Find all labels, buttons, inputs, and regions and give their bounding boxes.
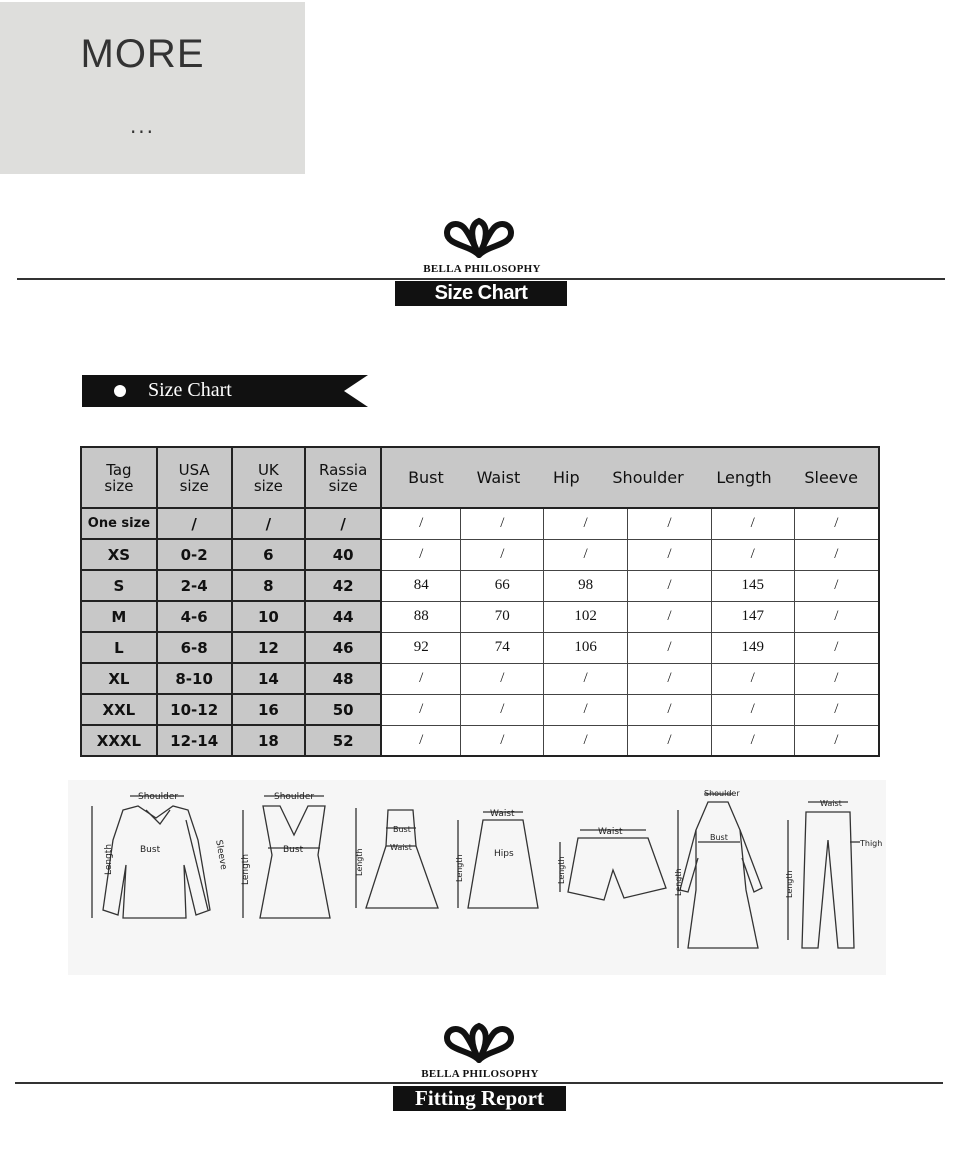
cell-tag-size: XXL [81,694,157,725]
cell-hip: / [544,539,628,570]
table-row [81,632,879,663]
cell-hip: / [544,508,628,539]
cell-bust: / [381,508,461,539]
cell-uk-size: 8 [232,570,306,601]
pants-length-label: Length [785,870,794,898]
cell-waist: / [461,663,544,694]
header-waist: Waist [476,468,521,487]
cell-waist: / [461,694,544,725]
more-dots: ... [129,114,156,138]
cell-usa-size: 12-14 [157,725,232,756]
divider-line [17,278,945,280]
measurement-illustrations [68,780,886,975]
cell-tag-size: XS [81,539,157,570]
cell-sleeve: / [794,508,879,539]
cell-bust: / [381,539,461,570]
cell-usa-size: 8-10 [157,663,232,694]
cell-sleeve: / [794,570,879,601]
cell-length: / [711,663,794,694]
pants-diagram [785,799,882,948]
cell-uk-size: 6 [232,539,306,570]
brand-logo-icon [441,215,517,263]
header-length: Length [716,468,772,487]
cell-waist: / [461,539,544,570]
cell-usa-size: 6-8 [157,632,232,663]
cell-russia-size: 44 [305,601,381,632]
table-row [81,601,879,632]
vest-length-label: Length [241,853,251,885]
cell-shoulder: / [628,570,712,601]
header-sleeve: Sleeve [804,468,858,487]
table-header-row [81,447,879,508]
cell-uk-size: 10 [232,601,306,632]
cell-length: 147 [711,601,794,632]
cell-bust: 84 [381,570,461,601]
cell-uk-size: / [232,508,306,539]
divider-line-bottom [15,1082,943,1084]
header-usa-size: USA size [157,447,232,508]
cell-tag-size: L [81,632,157,663]
coat-bust-label: Bust [710,833,728,842]
cell-hip: / [544,694,628,725]
brand-name-bottom: BELLA PHILOSOPHY [421,1068,539,1080]
coat-diagram [674,789,762,948]
cell-length: / [711,539,794,570]
shorts-diagram [557,827,666,900]
cell-uk-size: 14 [232,663,306,694]
cell-shoulder: / [628,725,712,756]
cell-usa-size: 4-6 [157,601,232,632]
vest-bust-label: Bust [283,845,304,855]
cell-tag-size: XXXL [81,725,157,756]
cell-hip: 106 [544,632,628,663]
brand-name: BELLA PHILOSOPHY [423,263,541,275]
cell-hip: 102 [544,601,628,632]
cell-waist: / [461,725,544,756]
cell-russia-size: 46 [305,632,381,663]
header-bust: Bust [408,468,444,487]
header-measurements [381,447,879,508]
cell-waist: 66 [461,570,544,601]
pants-waist-label: Waist [820,799,842,808]
shorts-length-label: Length [557,856,566,884]
garment-diagrams [68,780,886,975]
cell-length: 145 [711,570,794,601]
header-uk-size: UK size [232,447,306,508]
cell-hip: 98 [544,570,628,601]
table-row [81,725,879,756]
shirt-bust-label: Bust [140,845,161,855]
cell-tag-size: XL [81,663,157,694]
shirt-shoulder-label: Shoulder [138,792,179,802]
dress-diagram [355,808,438,908]
shirt-sleeve-label: Sleeve [213,839,229,871]
cell-sleeve: / [794,694,879,725]
header-hip: Hip [552,468,580,487]
cell-sleeve: / [794,663,879,694]
cell-usa-size: 0-2 [157,539,232,570]
cell-usa-size: 2-4 [157,570,232,601]
cell-tag-size: One size [81,508,157,539]
vest-diagram [241,792,330,918]
more-title: MORE [80,32,205,76]
cell-bust: 88 [381,601,461,632]
cell-tag-size: S [81,570,157,601]
cell-russia-size: 52 [305,725,381,756]
cell-russia-size: / [305,508,381,539]
cell-sleeve: / [794,725,879,756]
header-russia-size: Rassia size [305,447,381,508]
coat-length-label: Length [674,868,683,896]
cell-shoulder: / [628,539,712,570]
dress-length-label: Length [355,848,364,876]
cell-shoulder: / [628,508,712,539]
more-panel[interactable] [0,2,305,174]
table-row [81,663,879,694]
cell-sleeve: / [794,539,879,570]
shirt-length-label: Length [104,843,114,875]
cell-russia-size: 48 [305,663,381,694]
shirt-diagram [92,792,228,918]
table-row [81,694,879,725]
table-row [81,508,879,539]
cell-bust: / [381,663,461,694]
cell-waist: / [461,508,544,539]
section-tag-label: Size Chart [148,379,232,401]
skirt-length-label: Length [455,854,464,882]
cell-russia-size: 50 [305,694,381,725]
pants-thigh-label: Thigh [860,839,883,848]
dress-bust-label: Bust [393,825,411,834]
cell-bust: / [381,725,461,756]
skirt-hips-label: Hips [494,849,514,859]
cell-russia-size: 40 [305,539,381,570]
vest-shoulder-label: Shoulder [274,792,315,802]
brand-logo-icon-bottom [441,1020,517,1068]
fitting-report-banner: Fitting Report [393,1086,566,1111]
cell-shoulder: / [628,632,712,663]
header-shoulder: Shoulder [612,468,684,487]
header-tag-size: Tag size [81,447,157,508]
cell-length: 149 [711,632,794,663]
cell-length: / [711,508,794,539]
cell-usa-size: 10-12 [157,694,232,725]
cell-sleeve: / [794,632,879,663]
cell-russia-size: 42 [305,570,381,601]
coat-shoulder-label: Shoulder [704,789,740,798]
table-row [81,570,879,601]
cell-hip: / [544,725,628,756]
cell-usa-size: / [157,508,232,539]
cell-shoulder: / [628,694,712,725]
cell-hip: / [544,663,628,694]
skirt-waist-label: Waist [490,809,515,819]
cell-shoulder: / [628,601,712,632]
dress-waist-label: Waist [390,843,412,852]
cell-sleeve: / [794,601,879,632]
cell-waist: 70 [461,601,544,632]
table-row [81,539,879,570]
cell-uk-size: 18 [232,725,306,756]
skirt-diagram [455,809,538,908]
cell-uk-size: 16 [232,694,306,725]
cell-tag-size: M [81,601,157,632]
cell-waist: 74 [461,632,544,663]
cell-length: / [711,725,794,756]
cell-bust: 92 [381,632,461,663]
cell-bust: / [381,694,461,725]
size-chart-table [80,446,880,757]
shorts-waist-label: Waist [598,827,623,837]
cell-uk-size: 12 [232,632,306,663]
cell-shoulder: / [628,663,712,694]
bullet-icon [114,385,126,397]
size-chart-banner: Size Chart [395,281,567,306]
cell-length: / [711,694,794,725]
